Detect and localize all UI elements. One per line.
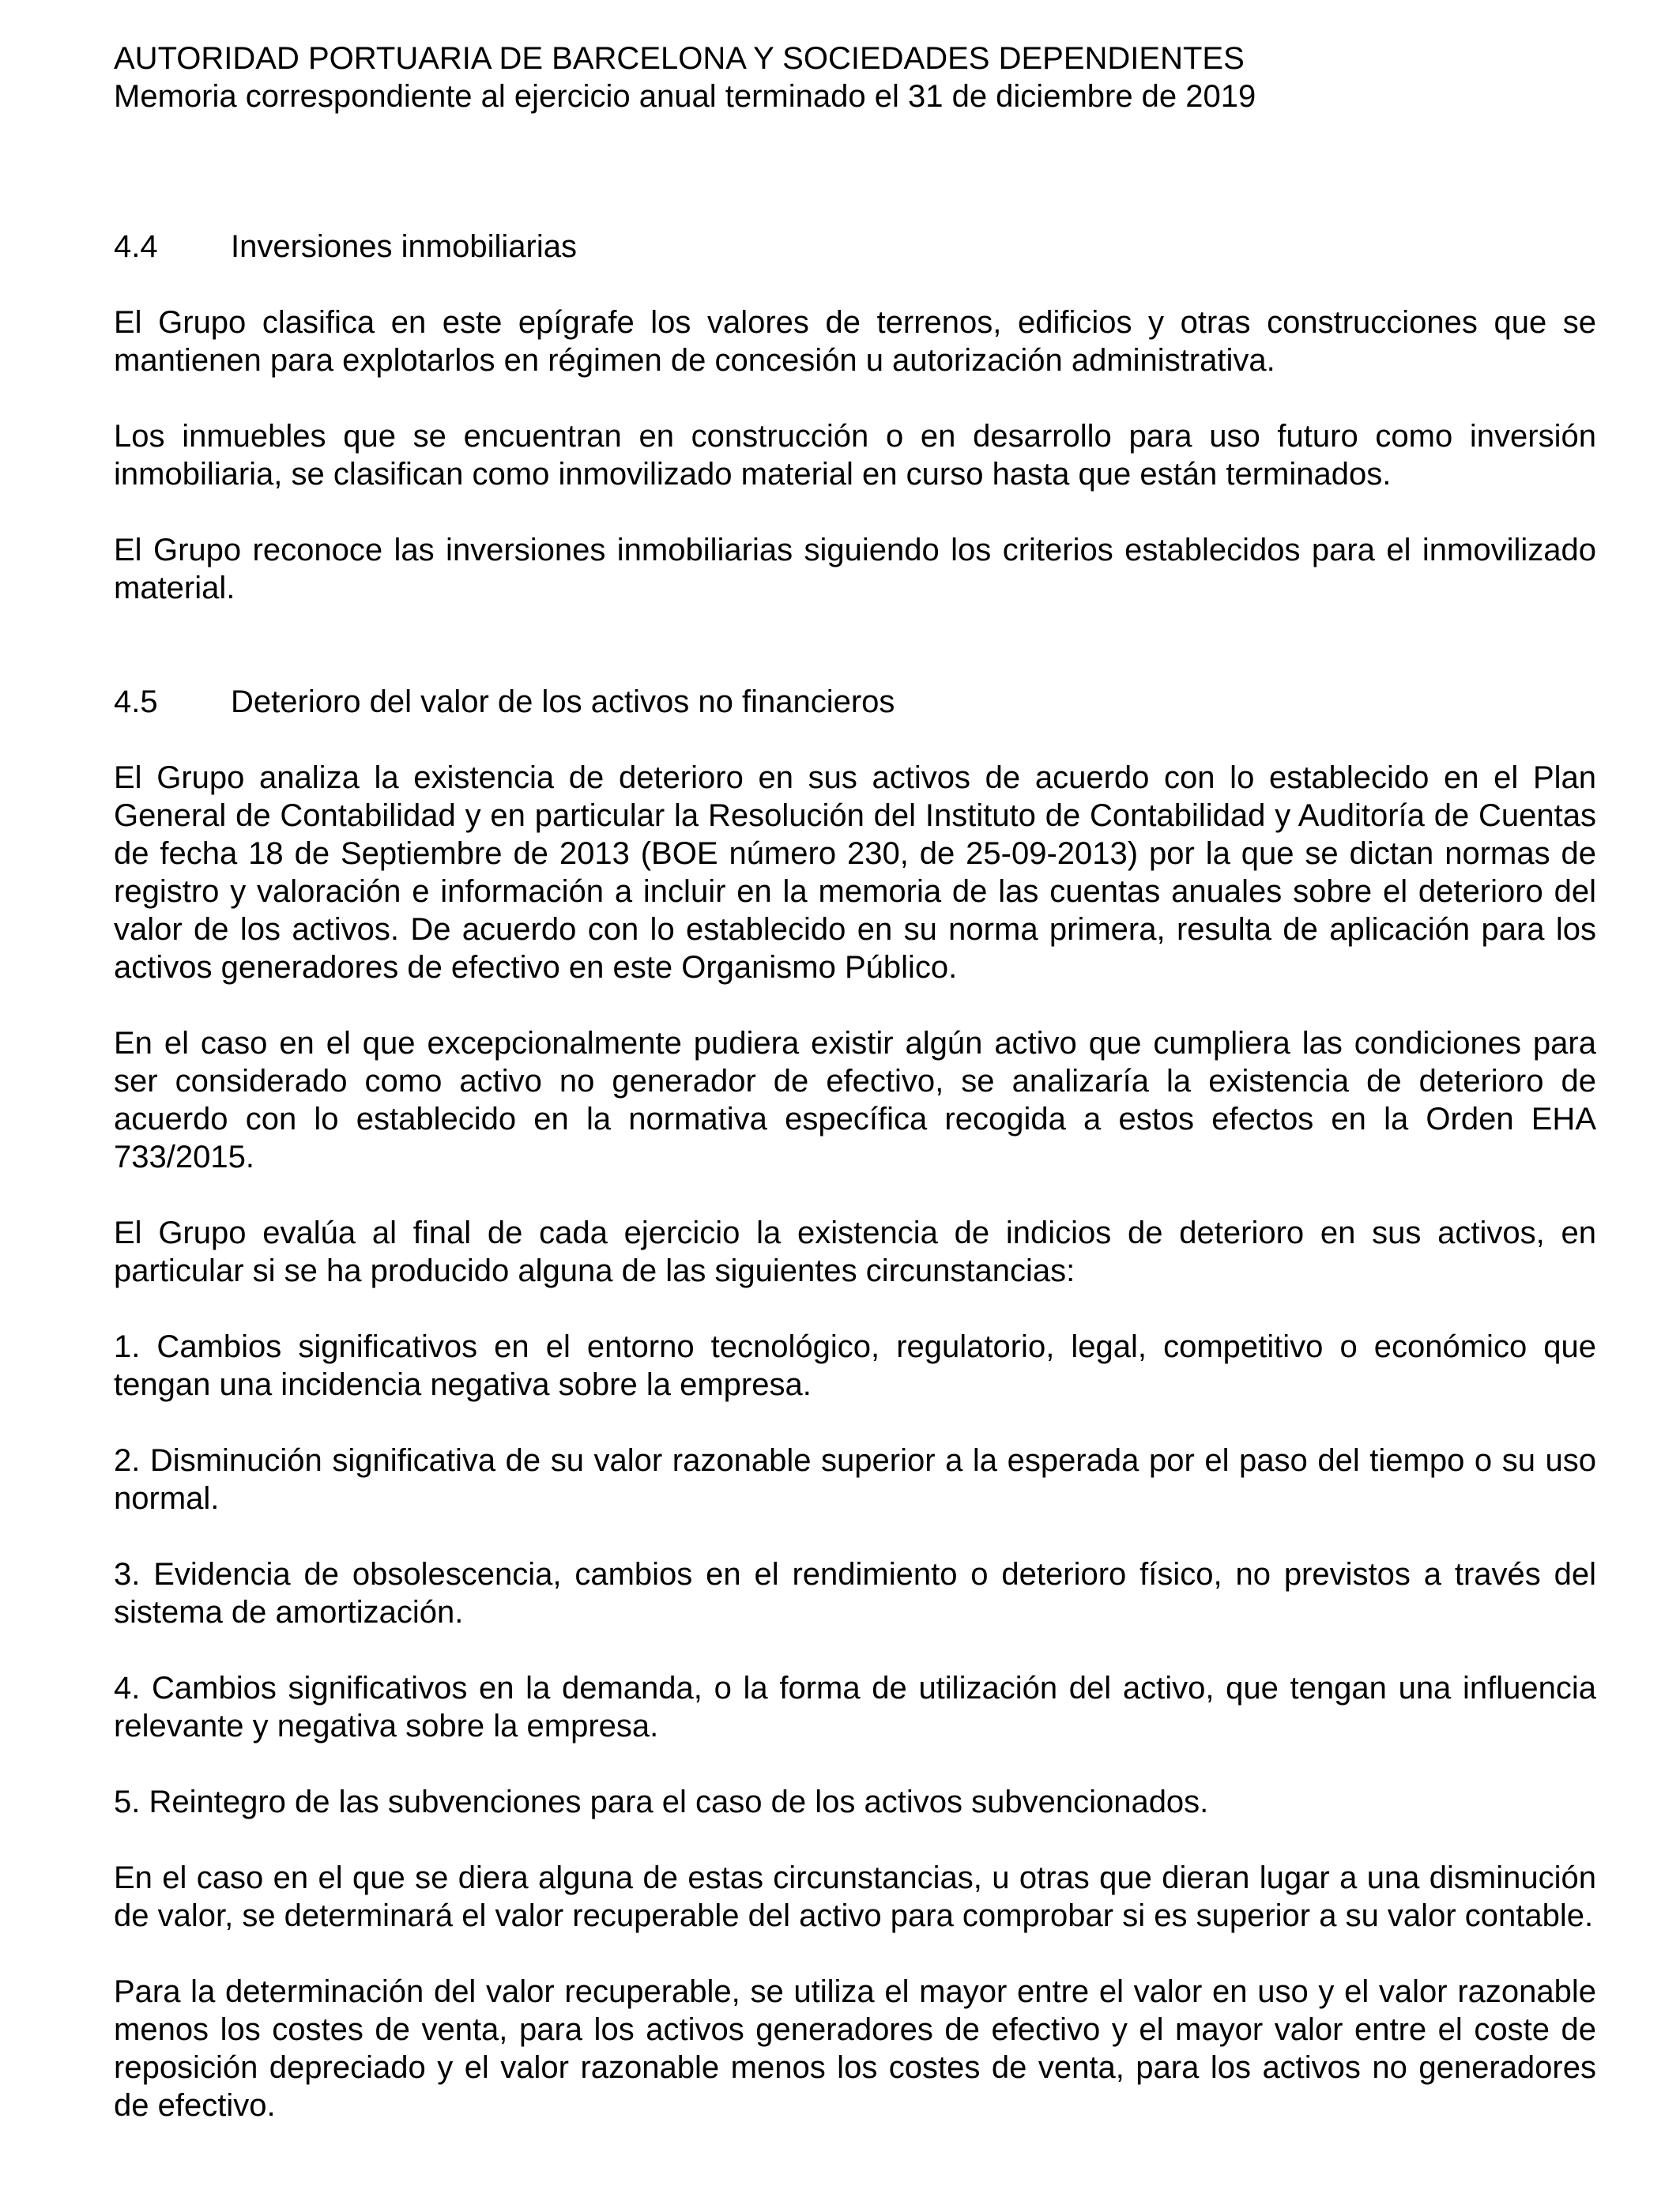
section-4-4 bbox=[114, 228, 1596, 607]
list-item: 5. Reintegro de las subvenciones para el caso de los activos subvencionados. bbox=[114, 1785, 1209, 1819]
section-title: Deterioro del valor de los activos no financieros bbox=[231, 684, 895, 719]
header-organization: AUTORIDAD PORTUARIA DE BARCELONA Y SOCIEDADES DEPENDIENTES bbox=[114, 41, 1245, 76]
page-header bbox=[114, 40, 1615, 115]
list-item: 4. Cambios significativos en la demanda, o la forma de utilización del activo, que tengan una influencia relevante y negativa sobre la empresa. bbox=[114, 1671, 1596, 1744]
section-title: Inversiones inmobiliarias bbox=[231, 229, 577, 264]
paragraph: Para la determinación del valor recuperable, se utiliza el mayor entre el valor en uso y el valor razonable menos los costes de venta, para los activos generadores de efectivo y el mayor valor entre el coste de reposición depreciado y el valor razonable menos los costes de venta, para los activos no generadores de efectivo. bbox=[114, 1974, 1596, 2123]
paragraph: El Grupo clasifica en este epígrafe los valores de terrenos, edificios y otras construcciones que se mantienen para explotarlos en régimen de concesión u autorización administrativa. bbox=[114, 305, 1596, 378]
document-body bbox=[114, 228, 1596, 2162]
paragraph: En el caso en el que excepcionalmente pudiera existir algún activo que cumpliera las condiciones para ser considerado como activo no generador de efectivo, se analizaría la existencia de deterioro de acuerdo con lo establecido en la normativa específica recogida a estos efectos en la Orden EHA 733/2015. bbox=[114, 1026, 1596, 1174]
section-spacer bbox=[114, 645, 1596, 683]
list-item: 3. Evidencia de obsolescencia, cambios en el rendimiento o deterioro físico, no previstos a través del sistema de amortización. bbox=[114, 1557, 1596, 1630]
list-item: 2. Disminución significativa de su valor razonable superior a la esperada por el paso del tiempo o su uso normal. bbox=[114, 1443, 1596, 1516]
section-4-5 bbox=[114, 683, 1596, 2124]
paragraph: Los inmuebles que se encuentran en construcción o en desarrollo para uso futuro como inversión inmobiliaria, se clasifican como inmovilizado material en curso hasta que están terminados. bbox=[114, 419, 1596, 492]
header-subtitle: Memoria correspondiente al ejercicio anual terminado el 31 de diciembre de 2019 bbox=[114, 79, 1256, 114]
section-heading bbox=[114, 228, 1596, 266]
list-item: 1. Cambios significativos en el entorno tecnológico, regulatorio, legal, competitivo o económico que tengan una incidencia negativa sobre la empresa. bbox=[114, 1329, 1596, 1402]
section-number: 4.4 bbox=[114, 229, 158, 264]
paragraph: En el caso en el que se diera alguna de estas circunstancias, u otras que dieran lugar a una disminución de valor, se determinará el valor recuperable del activo para comprobar si es superior a su valor contable. bbox=[114, 1860, 1596, 1933]
paragraph: El Grupo reconoce las inversiones inmobiliarias siguiendo los criterios establecidos para el inmovilizado material. bbox=[114, 533, 1596, 605]
paragraph: El Grupo analiza la existencia de deterioro en sus activos de acuerdo con lo establecido en el Plan General de Contabilidad y en particular la Resolución del Instituto de Contabilidad y Auditoría de Cuentas de fecha 18 de Septiembre de 2013 (BOE número 230, de 25-09-2013) por la que se dictan normas de registro y valoración e información a incluir en la memoria de las cuentas anuales sobre el deterioro del valor de los activos. De acuerdo con lo establecido en su norma primera, resulta de aplicación para los activos generadores de efectivo en este Organismo Público. bbox=[114, 760, 1596, 985]
section-heading bbox=[114, 683, 1596, 721]
paragraph: El Grupo evalúa al final de cada ejercicio la existencia de indicios de deterioro en sus activos, en particular si se ha producido alguna de las siguientes circunstancias: bbox=[114, 1216, 1596, 1288]
section-number: 4.5 bbox=[114, 684, 158, 719]
